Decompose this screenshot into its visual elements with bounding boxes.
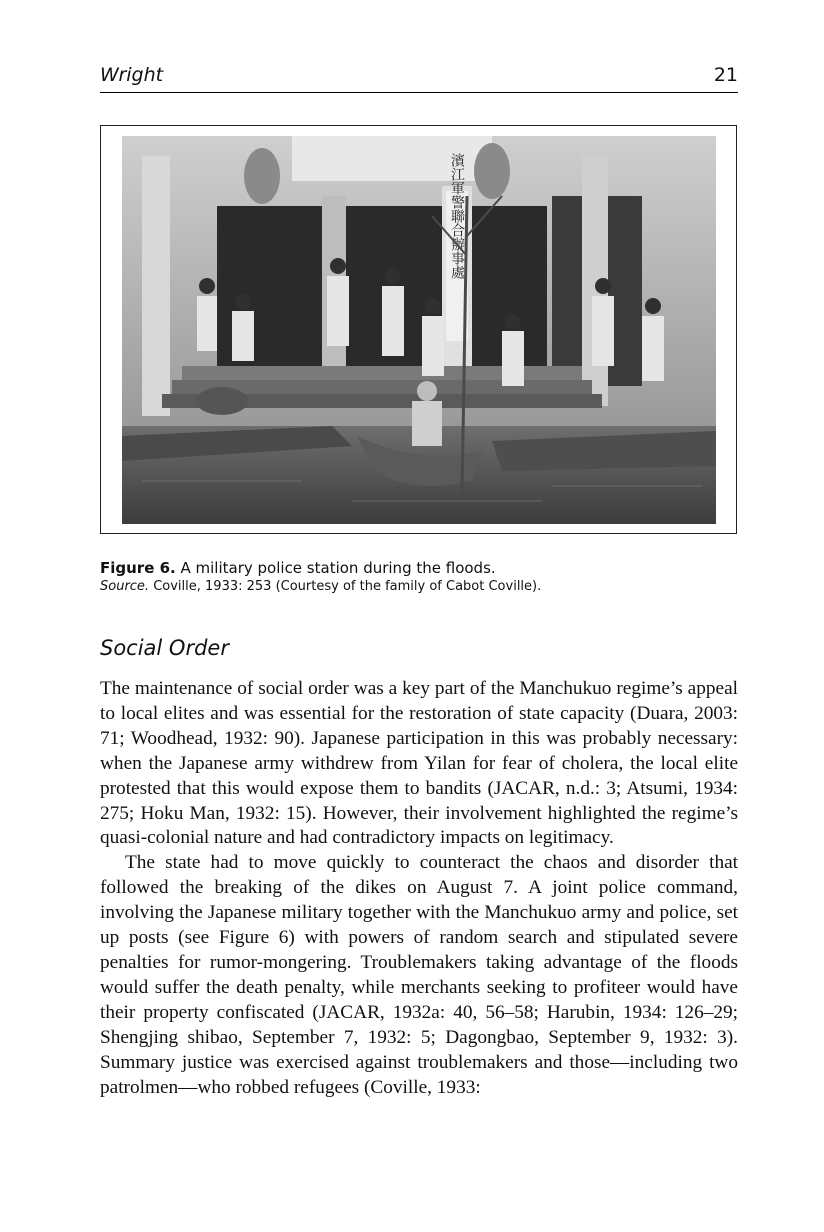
figure-caption: [100, 559, 740, 577]
figure-source-label: Source.: [100, 579, 150, 594]
figure-photo-military-police-station: [122, 136, 716, 524]
figure-source: [100, 579, 740, 594]
photo-illustration: [122, 136, 716, 524]
svg-text:濱江軍警聯合辦事處: 濱江軍警聯合辦事處: [449, 153, 465, 279]
figure-frame: [100, 125, 737, 534]
paragraph: The maintenance of social order was a key part of the Manchukuo regime’s appeal to local elites and was essential for the restoration of state capacity (Duara, 2003: 71; Woodhead, 1932: 90). Japanese participation in this was probably necessary: when the Japanese army withdrew from Yilan for fear of cholera, the local elite protested that this would expose them to bandits (JACAR, n.d.: 3; Atsumi, 1934: 275; Hoku Man, 1932: 15). However, their involvement highlighted the regime’s quasi-colonial nature and had contradictory impacts on legitimacy.: [100, 678, 738, 849]
section-heading: Social Order: [100, 636, 229, 660]
body-text: [100, 677, 738, 1100]
page-number: 21: [713, 64, 738, 86]
figure-source-text: Coville, 1933: 253 (Courtesy of the family of Cabot Coville).: [149, 579, 542, 594]
running-header: [100, 62, 738, 93]
running-header-author: Wright: [100, 64, 164, 86]
figure-caption-text: A military police station during the floods.: [175, 559, 496, 577]
paragraph: The state had to move quickly to counteract the chaos and disorder that followed the breaking of the dikes on August 7. A joint police command, involving the Japanese military together with the Manchukuo army and police, set up posts (see Figure 6) with powers of random search and stipulated severe penalties for rumor-mongering. Troublemakers taking advantage of the floods would suffer the death penalty, while merchants seeking to profiteer would have their property confiscated (JACAR, 1932a: 40, 56–58; Harubin, 1934: 126–29; Shengjing shibao, September 7, 1932: 5; Dagongbao, September 9, 1932: 3). Summary justice was exercised against troublemakers and those—including two patrolmen—who robbed refugees (Coville, 1933:: [100, 852, 738, 1098]
figure-label: Figure 6.: [100, 559, 176, 577]
